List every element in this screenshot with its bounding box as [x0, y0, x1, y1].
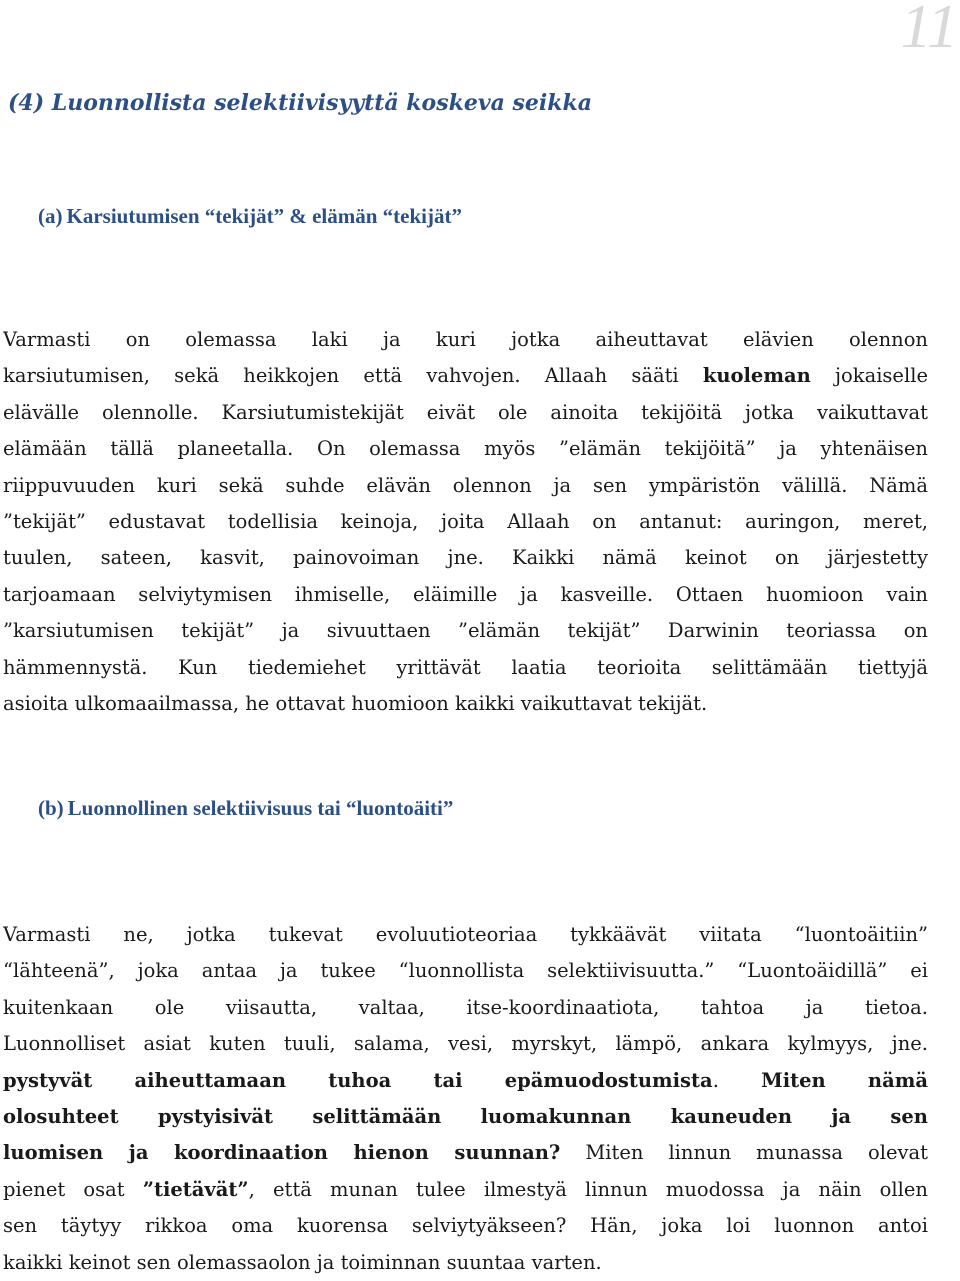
subsection-a-title: Karsiutumisen “tekijät” & elämän “tekijät”	[66, 204, 462, 228]
paragraph-a	[3, 322, 928, 722]
subsection-b-heading	[38, 796, 453, 821]
paragraph-b-bold-text: Miten nämä	[718, 1068, 928, 1092]
paragraph-a-line: ”tekijät” edustavat todellisia keinoja, joita Allaah on antanut: auringon, meret,	[3, 509, 928, 533]
subsection-b-marker: (b)	[38, 796, 64, 820]
paragraph-a-line-tail: jokaiselle	[810, 364, 928, 388]
paragraph-a-line: Varmasti on olemassa laki ja kuri jotka aiheuttavat elävien olennon	[3, 328, 928, 351]
paragraph-a-line: tuulen, sateen, kasvit, painovoiman jne. Kaikki nämä keinot on järjestetty	[3, 546, 928, 570]
page-number: 11	[900, 0, 958, 61]
paragraph-a-line: hämmennystä. Kun tiedemiehet yrittävät laatia teorioita selittämään tiettyjä	[3, 655, 928, 679]
paragraph-b-line: Luonnolliset asiat kuten tuuli, salama, vesi, myrskyt, lämpö, ankara kylmyys, jne.	[3, 1032, 928, 1056]
paragraph-a-line	[3, 358, 928, 394]
subsection-a-heading	[38, 204, 462, 229]
paragraph-a-line-text: karsiutumisen, sekä heikkojen että vahvojen. Allaah sääti	[3, 364, 703, 388]
paragraph-b-bold-text: pystyvät aiheuttamaan tuhoa tai epämuodostumista	[3, 1068, 713, 1092]
paragraph-b-line	[3, 1172, 928, 1208]
paragraph-b-bold-text: olosuhteet pystyisivät selittämään luomakunnan kauneuden ja sen	[3, 1104, 928, 1128]
paragraph-a-line: tarjoamaan selviytymisen ihmiselle, eläimille ja kasveille. Ottaen huomioon vain	[3, 582, 928, 606]
paragraph-b-line-tail: , että munan tulee ilmestyä linnun muodossa ja näin ollen	[248, 1177, 928, 1201]
paragraph-b-line: Varmasti ne, jotka tukevat evoluutioteoriaa tykkäävät viitata “luontoäitiin”	[3, 923, 928, 946]
paragraph-b-line-tail: Miten linnun munassa olevat	[560, 1141, 928, 1165]
paragraph-b-line-text: pienet osat	[3, 1177, 143, 1201]
paragraph-a-line: ”karsiutumisen tekijät” ja sivuuttaen ”elämän tekijät” Darwinin teoriassa on	[3, 619, 928, 643]
paragraph-b-line: sen täytyy rikkoa oma kuorensa selviytyäkseen? Hän, joka loi luonnon antoi	[3, 1214, 928, 1238]
paragraph-b-line	[3, 1099, 928, 1135]
paragraph-b-line: “lähteenä”, joka antaa ja tukee “luonnollista selektiivisuutta.” “Luontoäidillä” ei	[3, 959, 928, 983]
paragraph-b-period: .	[712, 1068, 719, 1092]
paragraph-a-line: elämään tällä planeetalla. On olemassa myös ”elämän tekijöitä” ja yhtenäisen	[3, 437, 928, 461]
subsection-a-marker: (a)	[38, 204, 63, 228]
paragraph-b-line: kuitenkaan ole viisautta, valtaa, itse-koordinaatiota, tahtoa ja tietoa.	[3, 995, 928, 1019]
paragraph-b-line	[3, 1063, 928, 1099]
subsection-b-title: Luonnollinen selektiivisuus tai “luontoäiti”	[67, 796, 454, 820]
paragraph-b-line	[3, 1135, 928, 1171]
paragraph-a-line: asioita ulkomaailmassa, he ottavat huomioon kaikki vaikuttavat tekijät.	[3, 691, 708, 715]
paragraph-a-line: elävälle olennolle. Karsiutumistekijät eivät ole ainoita tekijöitä jotka vaikuttavat	[3, 400, 928, 424]
paragraph-b	[3, 917, 928, 1281]
paragraph-b-bold-text: luomisen ja koordinaation hienon suunnan?	[3, 1141, 561, 1165]
paragraph-a-line: riippuvuuden kuri sekä suhde elävän olennon ja sen ympäristön välillä. Nämä	[3, 473, 928, 497]
section-heading: (4) Luonnollista selektiivisyyttä koskeva seikka	[8, 90, 593, 116]
paragraph-b-line: kaikki keinot sen olemassaolon ja toiminnan suuntaa varten.	[3, 1250, 602, 1274]
paragraph-a-bold-word: kuoleman	[702, 364, 811, 388]
paragraph-b-bold-word: ”tietävät”	[142, 1177, 249, 1201]
